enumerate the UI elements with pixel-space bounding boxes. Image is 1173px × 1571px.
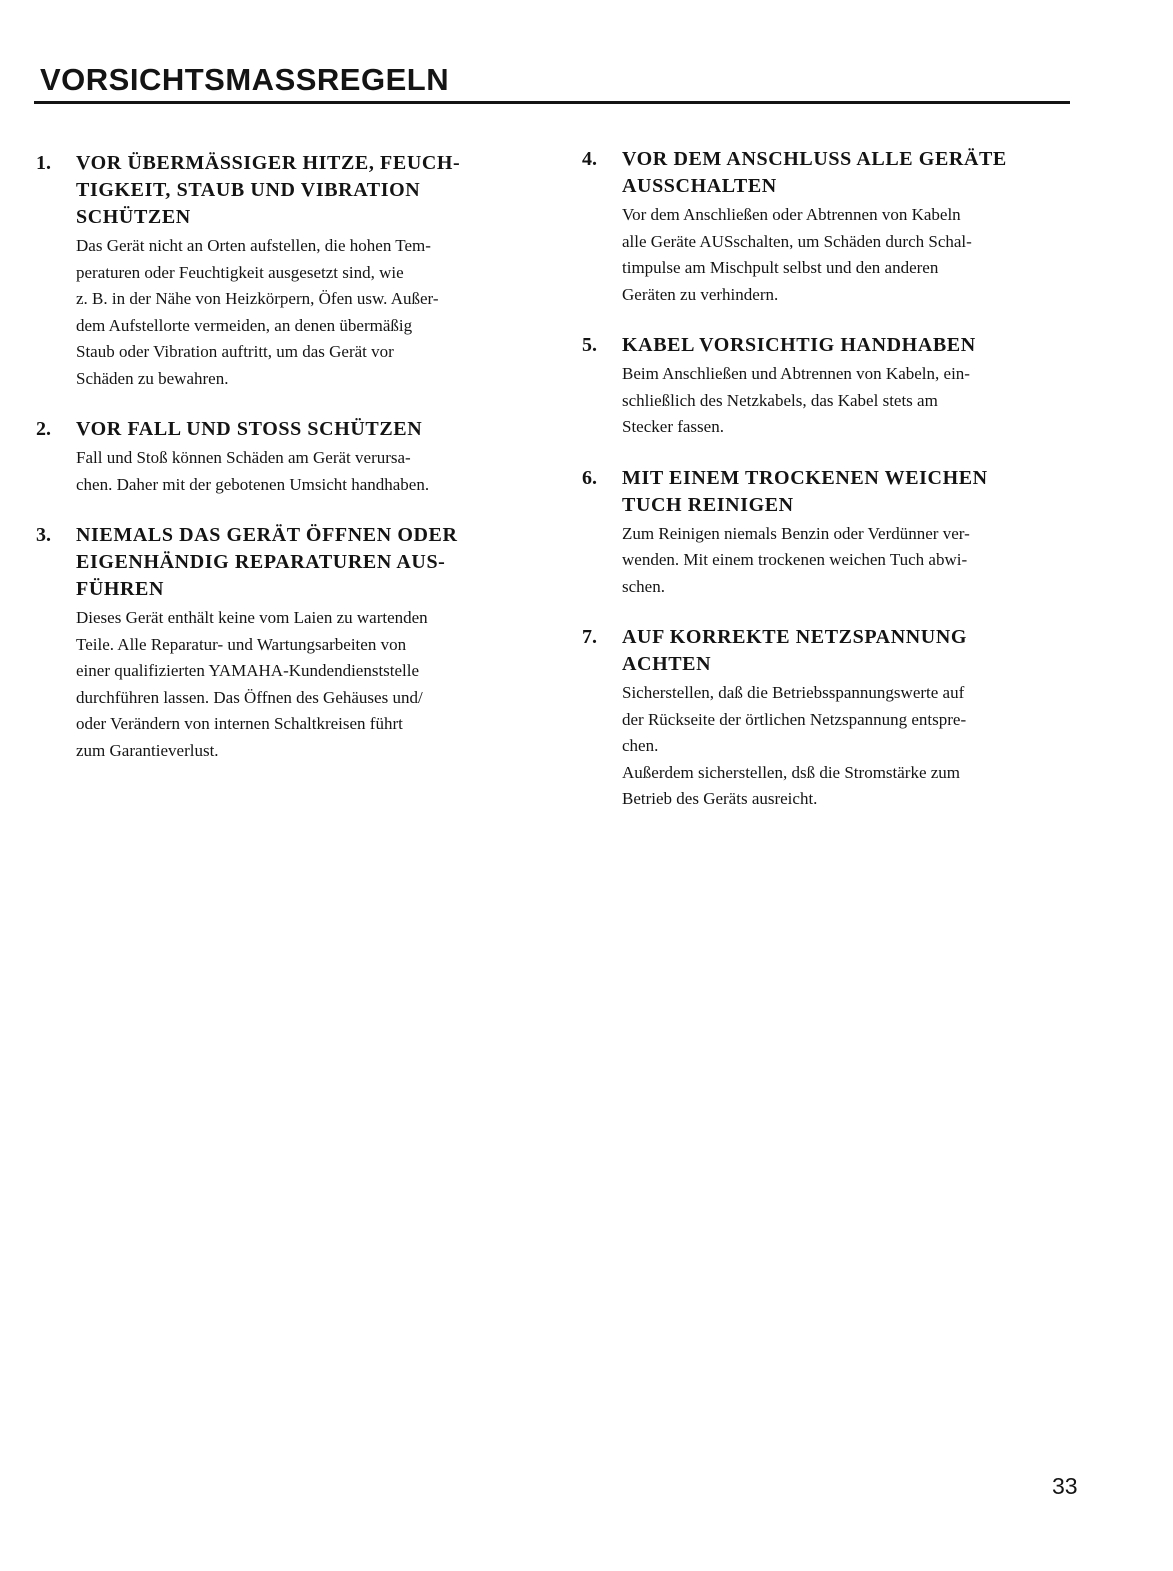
section-heading: MIT EINEM TROCKENEN WEICHEN TUCH REINIGEN (622, 466, 988, 516)
section-4 (582, 146, 1082, 308)
section-6 (582, 465, 1082, 601)
section-heading: NIEMALS DAS GERÄT ÖFFNEN ODER EIGENHÄNDIG REPARATUREN AUS- FÜHREN (76, 524, 458, 600)
section-heading: AUF KORREKTE NETZSPANNUNG ACHTEN (622, 626, 968, 675)
section-3 (36, 522, 536, 764)
section-5 (582, 332, 1082, 441)
page-number: 33 (1052, 1473, 1078, 1499)
section-body: Beim Anschließen und Abtrennen von Kabeln, ein- schließlich des Netzkabels, das Kabel stets am Stecker fassen. (622, 364, 970, 436)
page-title: VORSICHTSMASSREGELN (40, 62, 450, 97)
section-body: Vor dem Anschließen oder Abtrennen von Kabeln alle Geräte AUSschalten, um Schäden durch Schal- timpulse am Mischpult selbst und den anderen Geräten zu verhindern. (622, 205, 972, 304)
title-rule (34, 101, 1070, 104)
section-1 (36, 150, 536, 392)
section-number: 5. (582, 334, 597, 356)
section-number: 7. (582, 626, 597, 648)
section-heading: KABEL VORSICHTIG HANDHABEN (622, 334, 976, 356)
section-body: Dieses Gerät enthält keine vom Laien zu wartenden Teile. Alle Reparatur- und Wartungsarbeiten von einer qualifizierten YAMAHA-Kundendienststelle durchführen lassen. Das Öffnen des Gehäuses und/ oder Verändern von internen Schaltkreisen führt zum Garantieverlust. (76, 608, 428, 760)
section-heading: VOR FALL UND STOSS SCHÜTZEN (76, 418, 423, 440)
section-body: Sicherstellen, daß die Betriebsspannungswerte auf der Rückseite der örtlichen Netzspannung entspre- chen. Außerdem sicherstellen, dsß die Stromstärke zum Betrieb des Geräts ausreicht. (622, 683, 967, 808)
section-number: 1. (36, 152, 51, 174)
section-body: Fall und Stoß können Schäden am Gerät verursa- chen. Daher mit der gebotenen Umsicht handhaben. (76, 448, 430, 494)
section-number: 2. (36, 418, 51, 440)
section-body: Zum Reinigen niemals Benzin oder Verdünner ver- wenden. Mit einem trockenen weichen Tuch abwi- schen. (622, 523, 970, 596)
section-heading: VOR ÜBERMÄSSIGER HITZE, FEUCH- TIGKEIT, STAUB UND VIBRATION SCHÜTZEN (76, 152, 461, 228)
left-column (36, 150, 536, 764)
right-column (582, 150, 1082, 813)
section-body: Das Gerät nicht an Orten aufstellen, die hohen Tem- peraturen oder Feuchtigkeit ausgesetzt sind, wie z. B. in der Nähe von Heizkörpern, Öfen usw. Außer- dem Aufstellorte vermeiden, an denen übermäßig Staub oder Vibration auftritt, um das Gerät vor Schäden zu bewahren. (76, 236, 439, 388)
section-2 (36, 416, 536, 498)
section-number: 6. (582, 466, 597, 489)
section-heading: VOR DEM ANSCHLUSS ALLE GERÄTE AUSSCHALTEN (622, 148, 1007, 197)
section-7 (582, 624, 1082, 813)
section-number: 3. (36, 524, 51, 546)
section-number: 4. (582, 148, 597, 170)
